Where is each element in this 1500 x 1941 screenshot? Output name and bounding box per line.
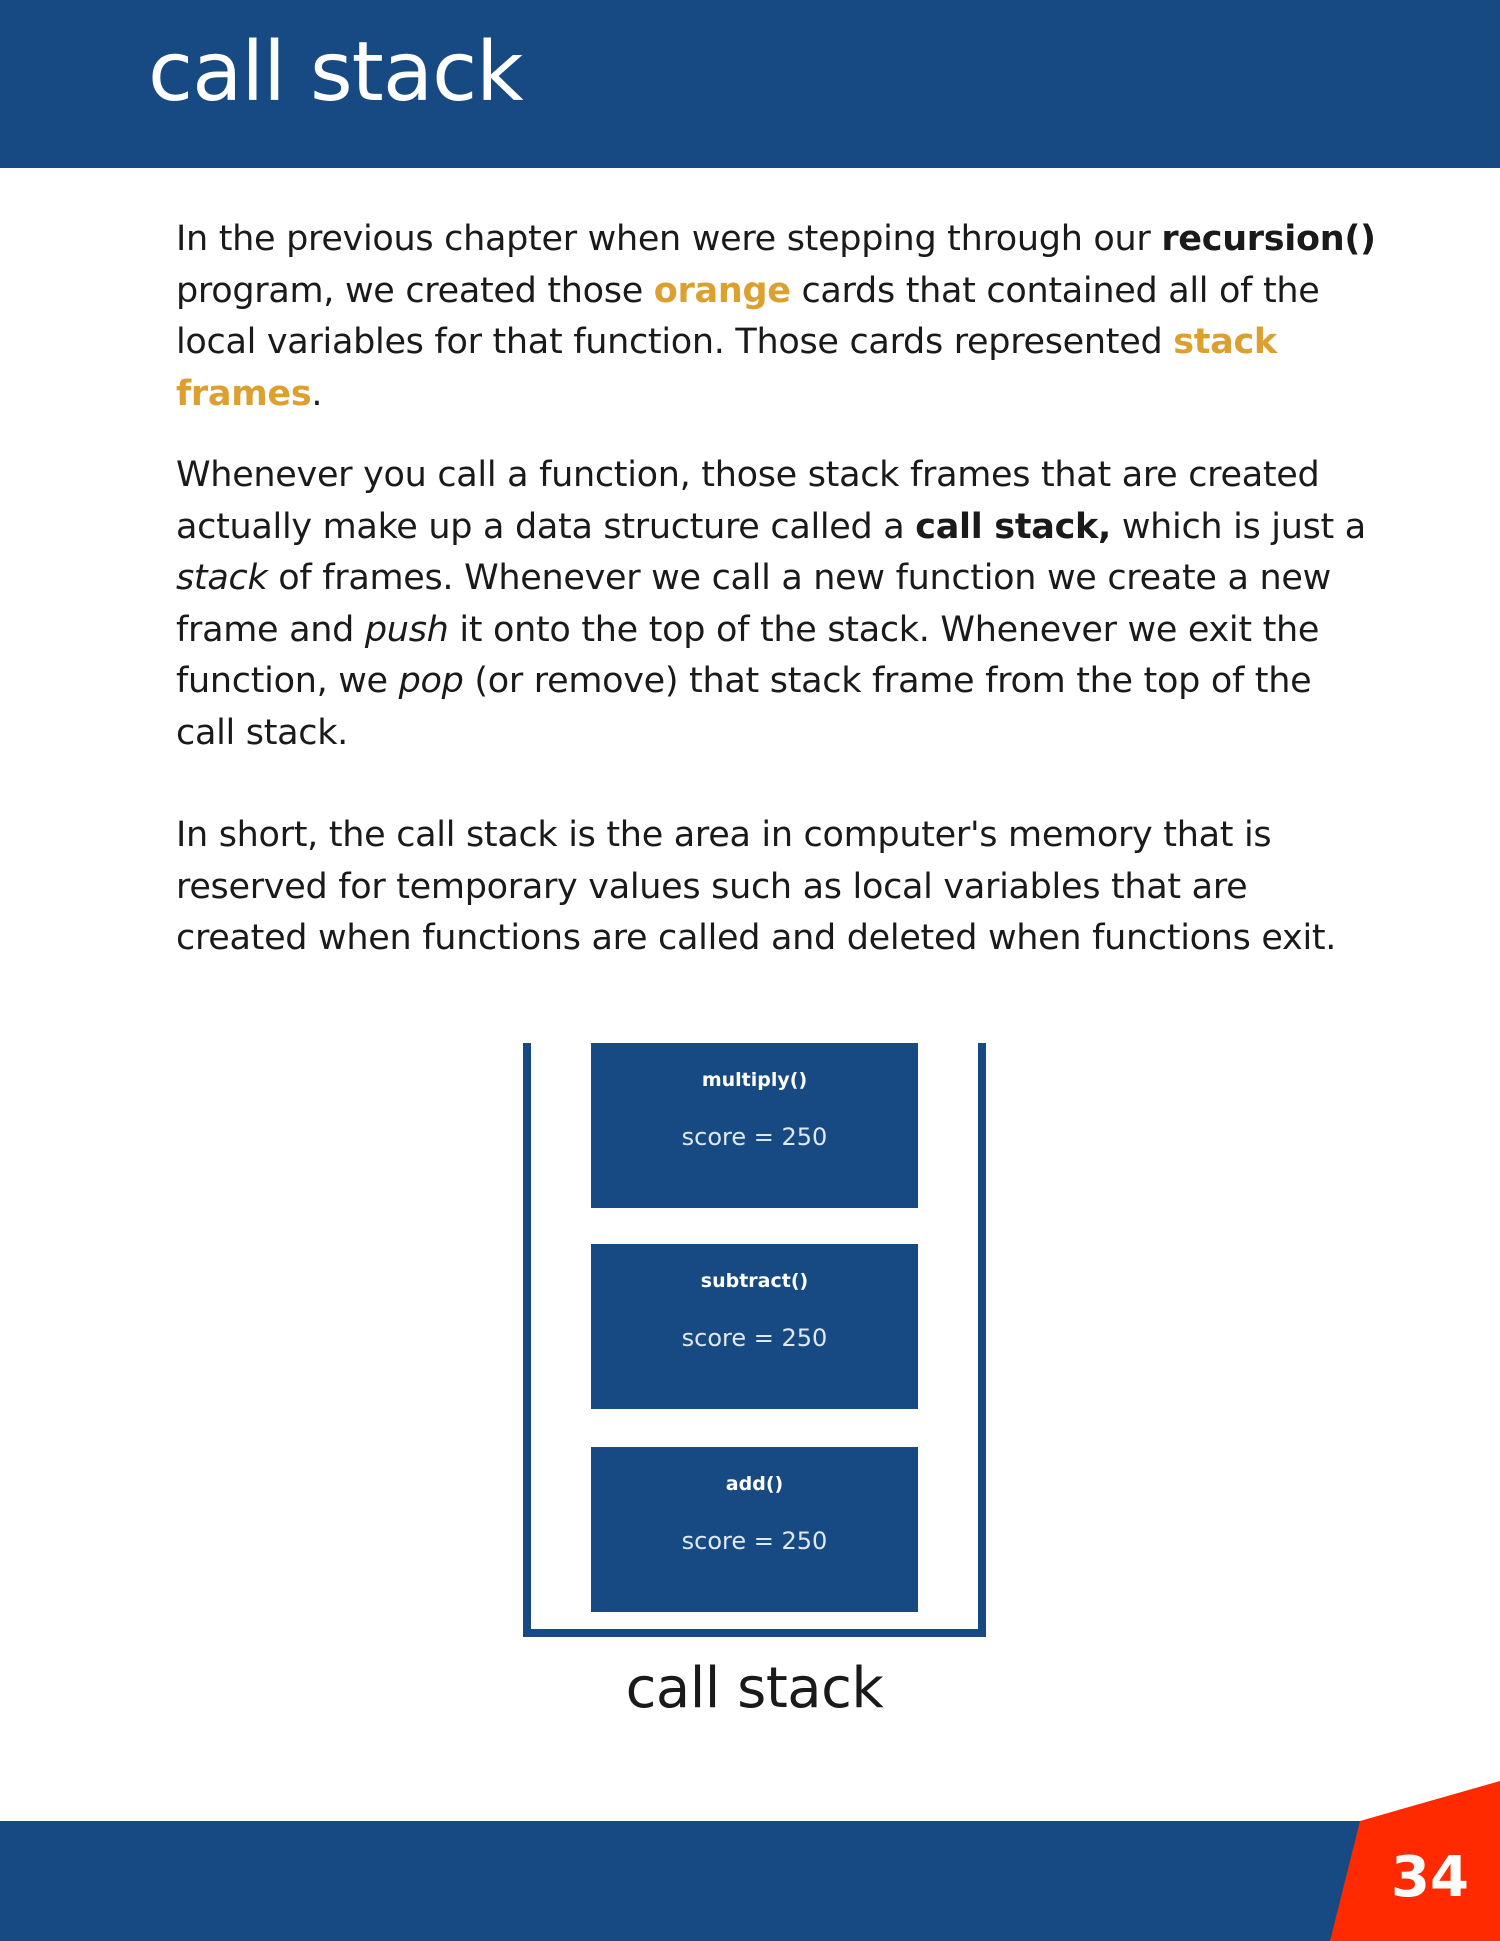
bold-term-call-stack: call stack, — [915, 506, 1112, 547]
text-run: it onto the top of the stack. Whenever we exit the function, we — [176, 609, 1320, 701]
stack-frame-multiply — [591, 1043, 918, 1208]
bold-term-recursion: recursion() — [1161, 219, 1376, 259]
italic-term-stack: stack — [176, 558, 268, 598]
page-number: 34 — [1391, 1845, 1469, 1910]
text-run: which is just a — [1111, 506, 1366, 547]
text-run: of frames. Whenever we call a new function we create a new frame and — [176, 558, 1331, 650]
frame-variable: score = 250 — [681, 1527, 828, 1555]
frame-function-name: subtract() — [700, 1270, 809, 1292]
page-header — [0, 0, 1500, 168]
paragraph-intro — [176, 214, 1376, 420]
stack-frame-subtract — [591, 1244, 918, 1409]
highlight-stack-frames: stack frames — [176, 322, 1277, 414]
text-run: . — [311, 373, 323, 414]
highlight-orange: orange — [653, 270, 791, 311]
text-run: In the previous chapter when were stepping through our — [176, 219, 1162, 259]
frame-function-name: multiply() — [701, 1069, 808, 1091]
paragraph-call-stack — [176, 450, 1376, 759]
frame-variable: score = 250 — [681, 1324, 828, 1352]
diagram-caption: call stack — [625, 1656, 884, 1721]
text-run: Whenever you call a function, those stack frames that are created actually make up a data structure called a — [176, 455, 1320, 547]
page-footer — [0, 1821, 1500, 1941]
text-run: cards that contained all of the local variables for that function. Those cards represented — [176, 270, 1320, 362]
text-run: (or remove) that stack frame from the top of the call stack. — [176, 661, 1312, 753]
paragraph-summary: In short, the call stack is the area in computer's memory that is reserved for temporary values such as local variables that are created when functions are called and deleted when functions exit. — [176, 815, 1337, 958]
italic-term-push: push — [364, 609, 449, 650]
italic-term-pop: pop — [398, 661, 464, 701]
text-run: program, we created those — [176, 270, 654, 311]
page-title: call stack — [148, 25, 523, 120]
stack-frame-add — [591, 1447, 918, 1612]
frame-function-name: add() — [725, 1473, 784, 1495]
frame-variable: score = 250 — [681, 1123, 828, 1151]
